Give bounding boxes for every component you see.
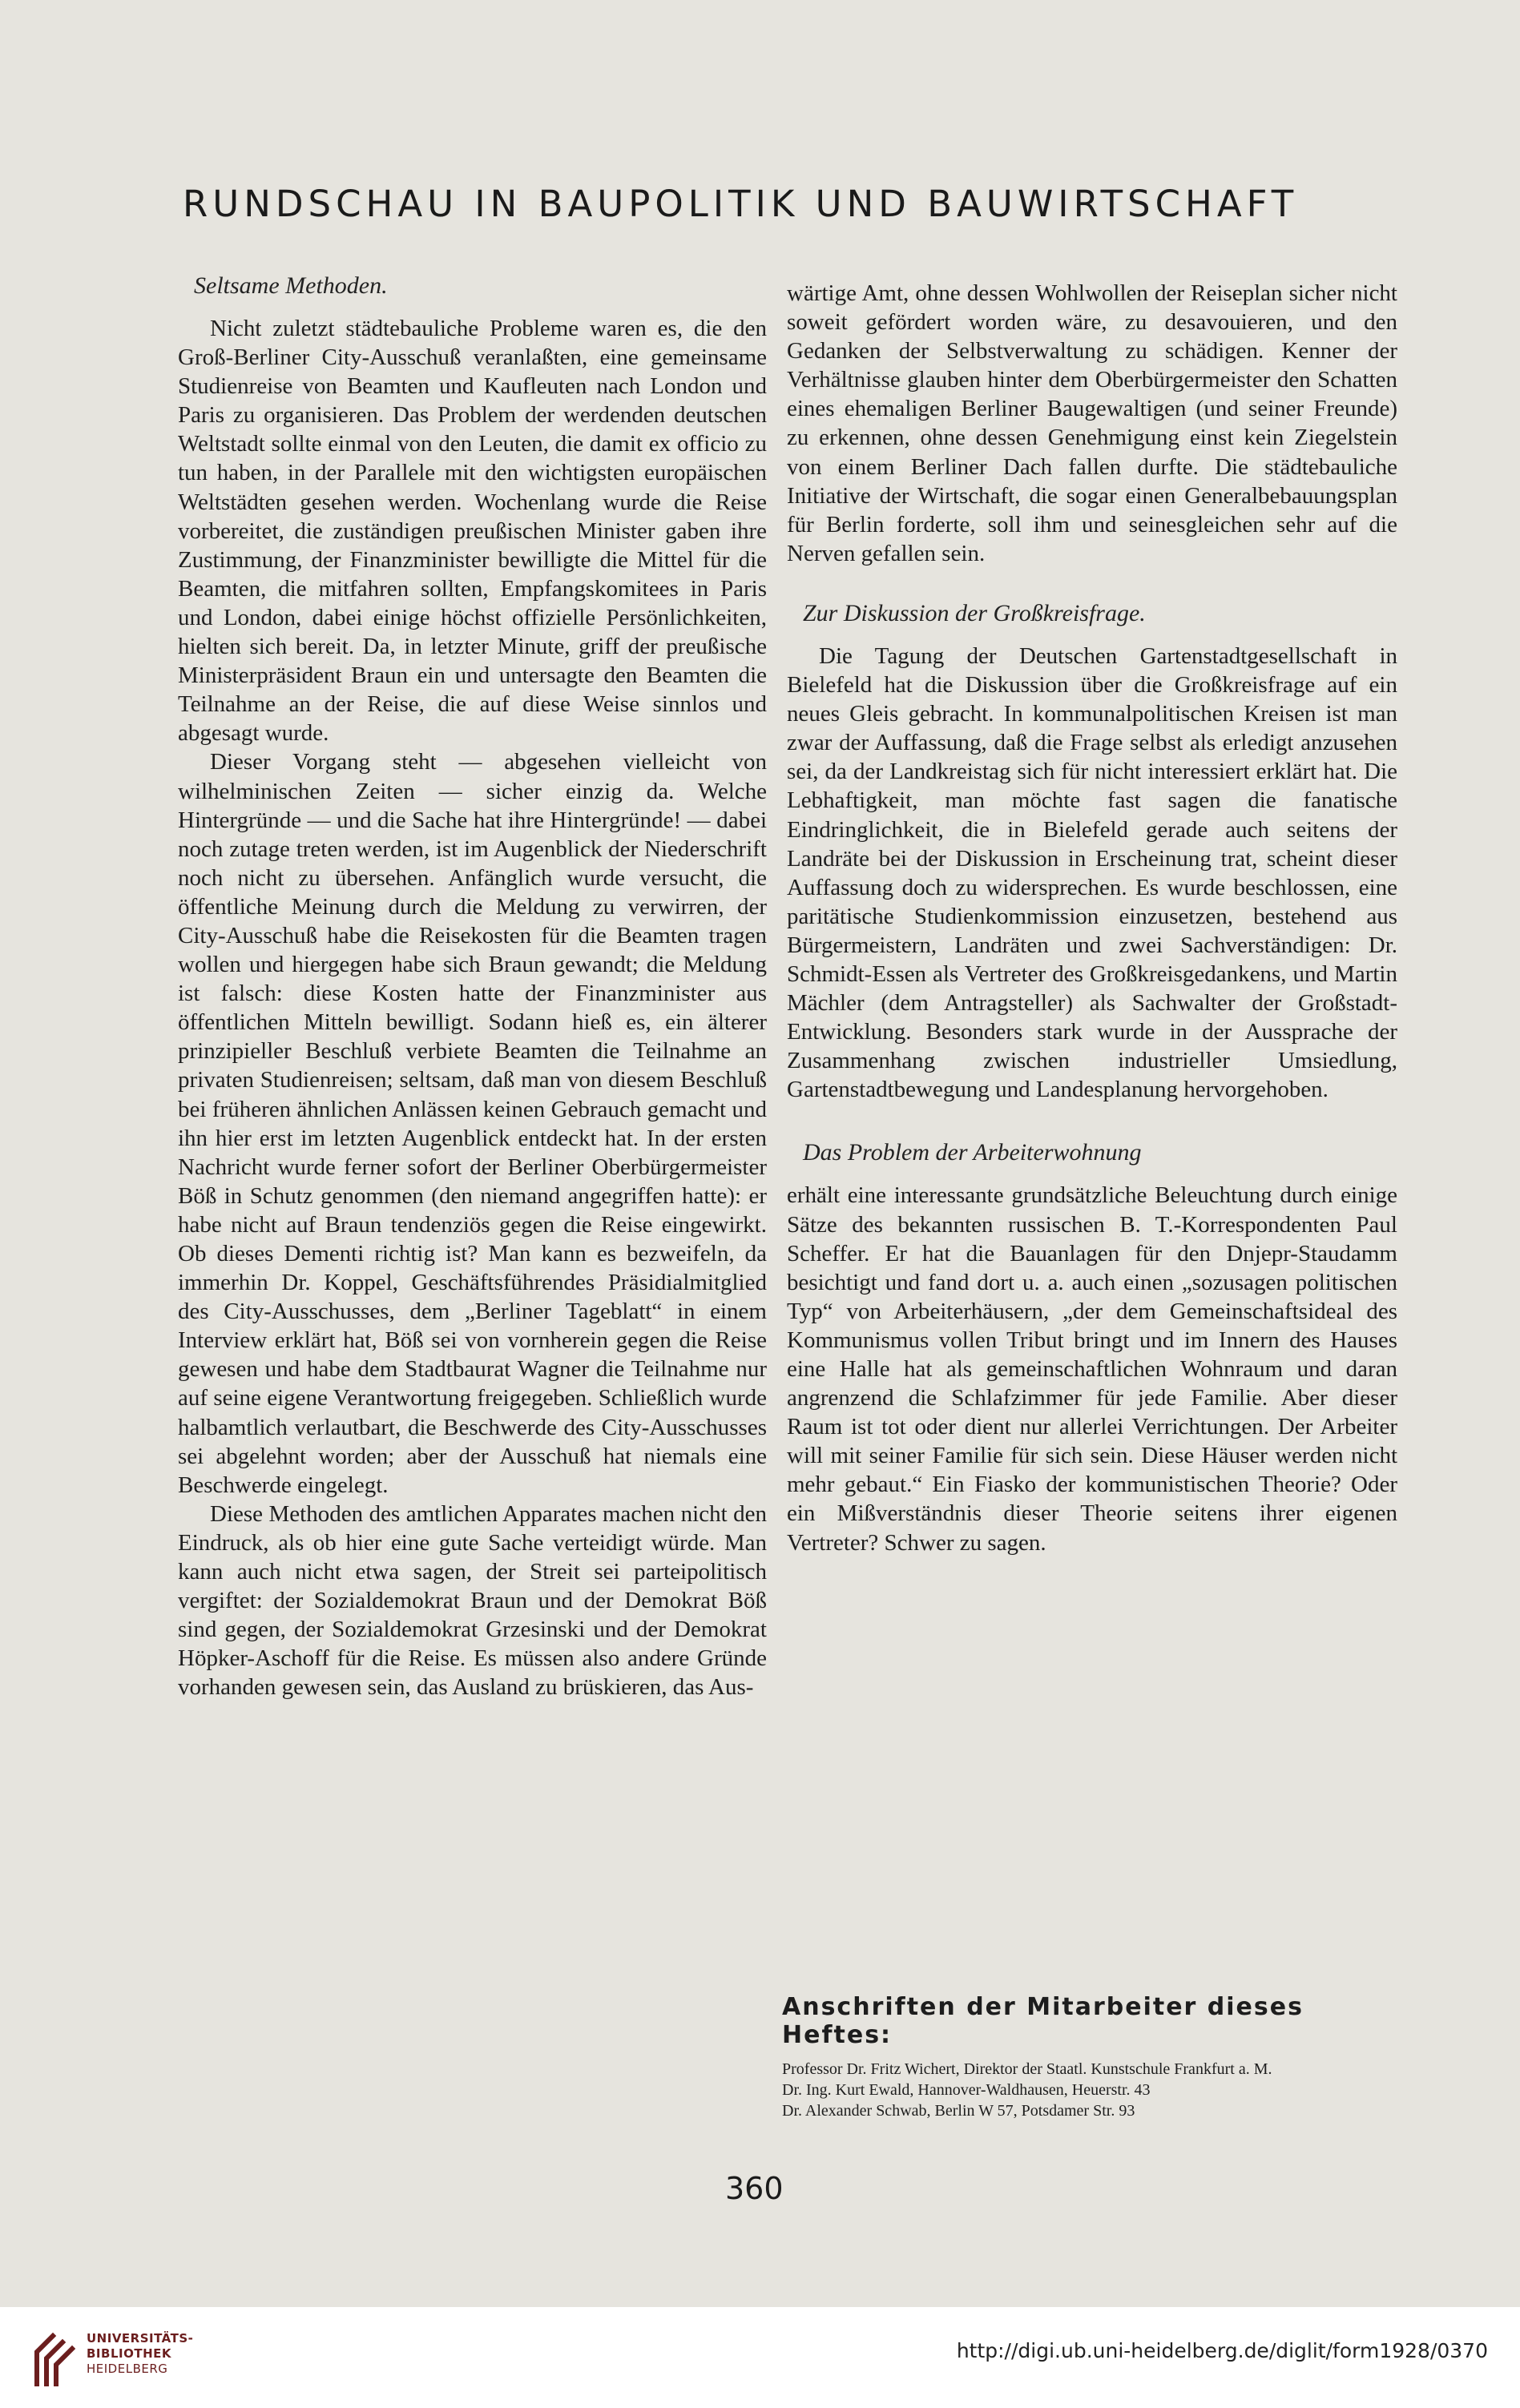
library-name-line3: HEIDELBERG [87, 2362, 168, 2376]
contributor-entry: Dr. Ing. Kurt Ewald, Hannover-Waldhausen, Heuerstr. 43 [782, 2081, 1151, 2099]
paragraph: erhält eine interessante grundsätzliche Beleuchtung durch einige Sätze des bekannten russischen B. T.-Korrespondenten Paul Scheffer. Er hat die Bauanlagen für den Dnjepr-Staudamm besichtigt und fand dort u. a. auch einen „sozusagen politischen Typ“ von Arbeiterhäusern, „der dem Gemeinschaftsideal des Kommunismus vollen Tribut bringt und im Innern des Hauses eine Halle hat als gemeinschaftlichen Wohnraum und daran angrenzend die Schlafzimmer für jede Familie. Aber dieser Raum ist tot oder dient nur allerlei Verrichtungen. Der Arbeiter will mit seiner Familie für sich sein. Diese Häuser werden nicht mehr gebaut.“ Ein Fiasko der kommunistischen Theorie? Oder ein Mißverständnis dieser Theorie seitens ihrer eigenen Vertreter? Schwer zu sagen. [787, 1182, 1397, 1556]
page-number: 360 [725, 2171, 784, 2206]
contributors-block [782, 1993, 1399, 2121]
paragraph: Die Tagung der Deutschen Gartenstadtgesellschaft in Bielefeld hat die Diskussion über die Großkreisfrage auf ein neues Gleis gebracht. In kommunalpolitischen Kreisen ist man zwar der Auffassung, daß die Frage selbst als erledigt anzusehen sei, da der Landkreistag sich für nicht interessiert erklärt hat. Die Lebhaftigkeit, man möchte fast sagen die fanatische Eindringlichkeit, die in Bielefeld gerade auch seitens der Landräte bei der Diskussion in Erscheinung trat, scheint dieser Auffassung doch zu widersprechen. Es wurde beschlossen, eine paritätische Studienkommission einzusetzen, bestehend aus Bürgermeistern, Landräten und zwei Sachverständigen: Dr. Schmidt-Essen als Vertreter des Großkreisgedankens, und Martin Mächler (dem Antragsteller) als Sachwalter der Großstadt-Entwicklung. Besonders stark wurde in der Aussprache der Zusammenhang zwischen industrieller Umsiedlung, Gartenstadtbewegung und Landesplanung hervorgehoben. [787, 642, 1397, 1103]
paragraph: Nicht zuletzt städtebauliche Probleme waren es, die den Groß-Berliner City-Ausschuß veranlaßten, eine gemeinsame Studienreise von Beamten und Kaufleuten nach London und Paris zu organisieren. Das Problem der werdenden deutschen Weltstadt sollte einmal von den Leuten, die damit ex officio zu tun haben, in der Parallele mit den wichtigsten europäischen Weltstädten gesehen werden. Wochenlang wurde die Reise vorbereitet, die zuständigen preußischen Minister gaben ihre Zustimmung, der Finanzminister bewilligte die Mittel für die Beamten, die mitfahren sollten, Empfangskomitees in Paris und London, dabei einige höchst offizielle Persönlichkeiten, hielten sich bereit. Da, in letzter Minute, griff der preußische Ministerpräsident Braun ein und untersagte den Beamten die Teilnahme an der Reise, die auf diese Weise sinnlos und abgesagt wurde. [178, 316, 767, 747]
library-name-line2: BIBLIOTHEK [87, 2346, 171, 2361]
library-name [87, 2331, 193, 2377]
section-heading-seltsame-methoden: Seltsame Methoden. [194, 272, 388, 299]
paragraph-continuation: wärtige Amt, ohne dessen Wohlwollen der Reiseplan sicher nicht soweit gefördert worden wäre, zu desavouieren, und den Gedanken der Selbstverwaltung zu schädigen. Kenner der Verhältnisse glauben hinter dem Oberbürgermeister den Schatten eines ehemaligen Berliner Baugewaltigen (und seiner Freunde) zu erkennen, ohne dessen Genehmigung einst kein Ziegelstein von einem Berliner Dach fallen durfte. Die städtebauliche Initiative der Wirtschaft, die sogar einen Generalbebauungsplan für Berlin forderte, soll ihm und seinesgleichen sehr auf die Nerven gefallen sein. [787, 280, 1397, 566]
section-heading-grosskreisfrage: Zur Diskussion der Großkreisfrage. [803, 599, 1146, 626]
contributors-heading: Anschriften der Mitarbeiter dieses Heftes: [782, 1993, 1304, 2049]
footer-bar [0, 2307, 1520, 2408]
right-column [787, 279, 1397, 1557]
source-url-link[interactable]: http://digi.ub.uni-heidelberg.de/diglit/form1928/0370 [956, 2339, 1488, 2362]
section-heading-arbeiterwohnung: Das Problem der Arbeiterwohnung [803, 1139, 1142, 1166]
library-logo-icon [32, 2325, 77, 2389]
library-name-line1: UNIVERSITÄTS- [87, 2331, 194, 2346]
paragraph: Diese Methoden des amtlichen Apparates machen nicht den Eindruck, als ob hier eine gute Sache verteidigt würde. Man kann auch nicht etwa sagen, der Streit sei parteipolitisch vergiftet: der Sozialdemokrat Braun und der Demokrat Böß sind gegen, der Sozialdemokrat Grzesinski und der Demokrat Höpker-Aschoff für die Reise. Es müssen also andere Gründe vorhanden gewesen sein, das Ausland zu brüskieren, das Aus- [178, 1500, 767, 1701]
left-column [178, 272, 767, 1702]
contributor-entry: Dr. Alexander Schwab, Berlin W 57, Potsdamer Str. 93 [782, 2102, 1135, 2120]
paragraph: Dieser Vorgang steht — abgesehen vielleicht von wilhelminischen Zeiten — sicher einzig da. Welche Hintergründe — und die Sache hat ihre Hintergründe! — dabei noch zutage treten werden, ist im Augenblick der Niederschrift noch nicht zu übersehen. Anfänglich wurde versucht, die öffentliche Meinung durch die Meldung zu verwirren, der City-Ausschuß habe die Reisekosten für die Beamten tragen wollen und hiergegen habe sich Braun gewandt; die Meldung ist falsch: diese Kosten hatte der Finanzminister aus öffentlichen Mitteln bewilligt. Sodann hieß es, ein älterer prinzipieller Beschluß verbiete Beamten die Teilnahme an privaten Studienreisen; seltsam, daß man von diesem Beschluß bei früheren ähnlichen Anlässen keinen Gebrauch gemacht und ihn hier erst im letzten Augenblick entdeckt hat. In der ersten Nachricht wurde ferner sofort der Berliner Oberbürgermeister Böß in Schutz genommen (den niemand angegriffen hatte): er habe nicht auf Braun tendenziös gegen die Reise eingewirkt. Ob dieses Dementi richtig ist? Man kann es bezweifeln, da immerhin Dr. Koppel, Geschäftsführendes Präsidialmitglied des City-Ausschusses, dem „Berliner Tageblatt“ in einem Interview erklärt hat, Böß sei von vornherein gegen die Reise gewesen und habe dem Stadtbaurat Wagner die Teilnahme nur auf seine eigene Verantwortung freigegeben. Schließlich wurde halbamtlich verlautbart, die Beschwerde des City-Ausschusses sei abgelehnt worden; aber der Ausschuß hat niemals eine Beschwerde eingelegt. [178, 749, 767, 1498]
contributor-entry: Professor Dr. Fritz Wichert, Direktor der Staatl. Kunstschule Frankfurt a. M. [782, 2060, 1272, 2078]
running-head: RUNDSCHAU IN BAUPOLITIK UND BAUWIRTSCHAFT [183, 183, 1299, 225]
